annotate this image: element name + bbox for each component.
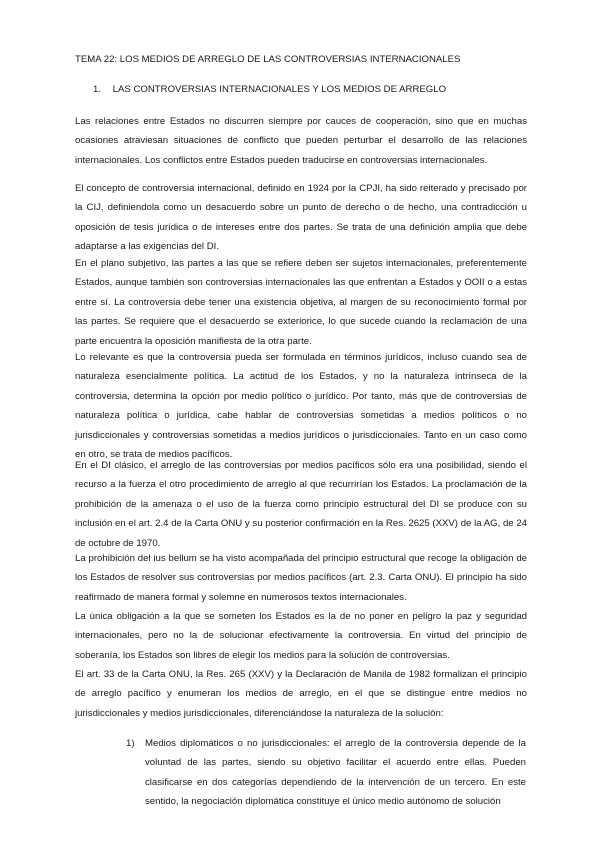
list-item-text: Medios diplomáticos o no jurisdiccionales: el arreglo de la controversia depende de la voluntad de las partes, siendo su objetivo facilitar el acuerdo entre ellas. Pueden clasificarse en dos categorías dependiendo de la intervención de un tercero. En este sentido, la negociación diplomática constituye el único medio autónomo de solución xyxy=(145,738,526,808)
paragraph-4: Lo relevante es que la controversia pueda ser formulada en términos jurídicos, incluso cuando sea de naturaleza esencialmente política. La actitud de los Estados, y no la naturaleza intrínseca de la controversia, determina la opción por medio político o jurídico. Por tanto, más que de controversias de naturaleza política o jurídica, cabe hablar de controversias sometidas a medios políticos o no jurisdiccionales y controversias sometidas a medios jurídicos o jurisdiccionales. Tanto en un caso como en otro, se trata de medios pacíficos. xyxy=(75,352,527,461)
paragraph-5: En el DI clásico, el arreglo de las controversias por medios pacíficos sólo era una posibilidad, siendo el recurso a la fuerza el otro procedimiento de arreglo al que recurrirían los Estados. La proclamación de la prohibición de la amenaza o el uso de la fuerza como principio estructural del DI se produce con su inclusión en el art. 2.4 de la Carta ONU y su posterior confirmación en la Res. 2625 (XXV) de la AG, de 24 de octubre de 1970. xyxy=(75,460,527,549)
paragraph-8: El art. 33 de la Carta ONU, la Res. 265 (XXV) y la Declaración de Manila de 1982 formalizan el principio de arreglo pacífico y enumeran los medios de arreglo, en el que se distingue entre medios no jurisdiccionales y medios jurisdiccionales, diferenciándose la naturaleza de la solución: xyxy=(75,669,527,719)
paragraph-2: El concepto de controversia internacional, definido en 1924 por la CPJI, ha sido reiterado y precisado por la CIJ, definiendola como un desacuerdo sobre un punto de derecho o de hecho, una contradicción u oposición de tesis jurídica o de intereses entre dos partes. Se trata de una definición amplia que debe adaptarse a las exigencias del DI. xyxy=(75,183,527,253)
document-title: TEMA 22: LOS MEDIOS DE ARREGLO DE LAS CONTROVERSIAS INTERNACIONALES xyxy=(75,54,461,65)
paragraph-1: Las relaciones entre Estados no discurren siempre por cauces de cooperación, sino que en muchas ocasiones atraviesan situaciones de conflicto que pueden perturbar el desarrollo de las relaciones internacionales. Los conflictos entre Estados pueden traducirse en controversias internacionales. xyxy=(75,116,527,166)
section-heading-text: LAS CONTROVERSIAS INTERNACIONALES Y LOS MEDIOS DE ARREGLO xyxy=(112,84,447,95)
paragraph-6: La prohibición del ius bellum se ha visto acompañada del principio estructural que recoge la obligación de los Estados de resolver sus controversias por medios pacíficos (art. 2.3. Carta ONU). El principio ha sido reafirmado de manera formal y solemne en numerosos textos internacionales. xyxy=(75,553,527,603)
section-heading xyxy=(93,80,446,99)
list-item-number: 1) xyxy=(126,738,135,749)
paragraph-3: En el plano subjetivo, las partes a las que se refiere deben ser sujetos internacionales, preferentemente Estados, aunque también son controversias internacionales las que enfrentan a Estados y OOII o a estas entre sí. La controversia debe tener una existencia objetiva, al margen de su reconocimiento formal por las partes. Se requiere que el desacuerdo se exteriorice, lo que sucede cuando la reclamación de una parte encuentra la oposición manifiesta de la otra parte. xyxy=(75,258,527,347)
paragraph-7: La única obligación a la que se someten los Estados es la de no poner en peligro la paz y seguridad internacionales, pero no la de solucionar efectivamente la controversia. En virtud del principio de soberanía, los Estados son libres de elegir los medios para la solución de controversias. xyxy=(75,611,527,661)
section-number: 1. xyxy=(93,84,102,95)
